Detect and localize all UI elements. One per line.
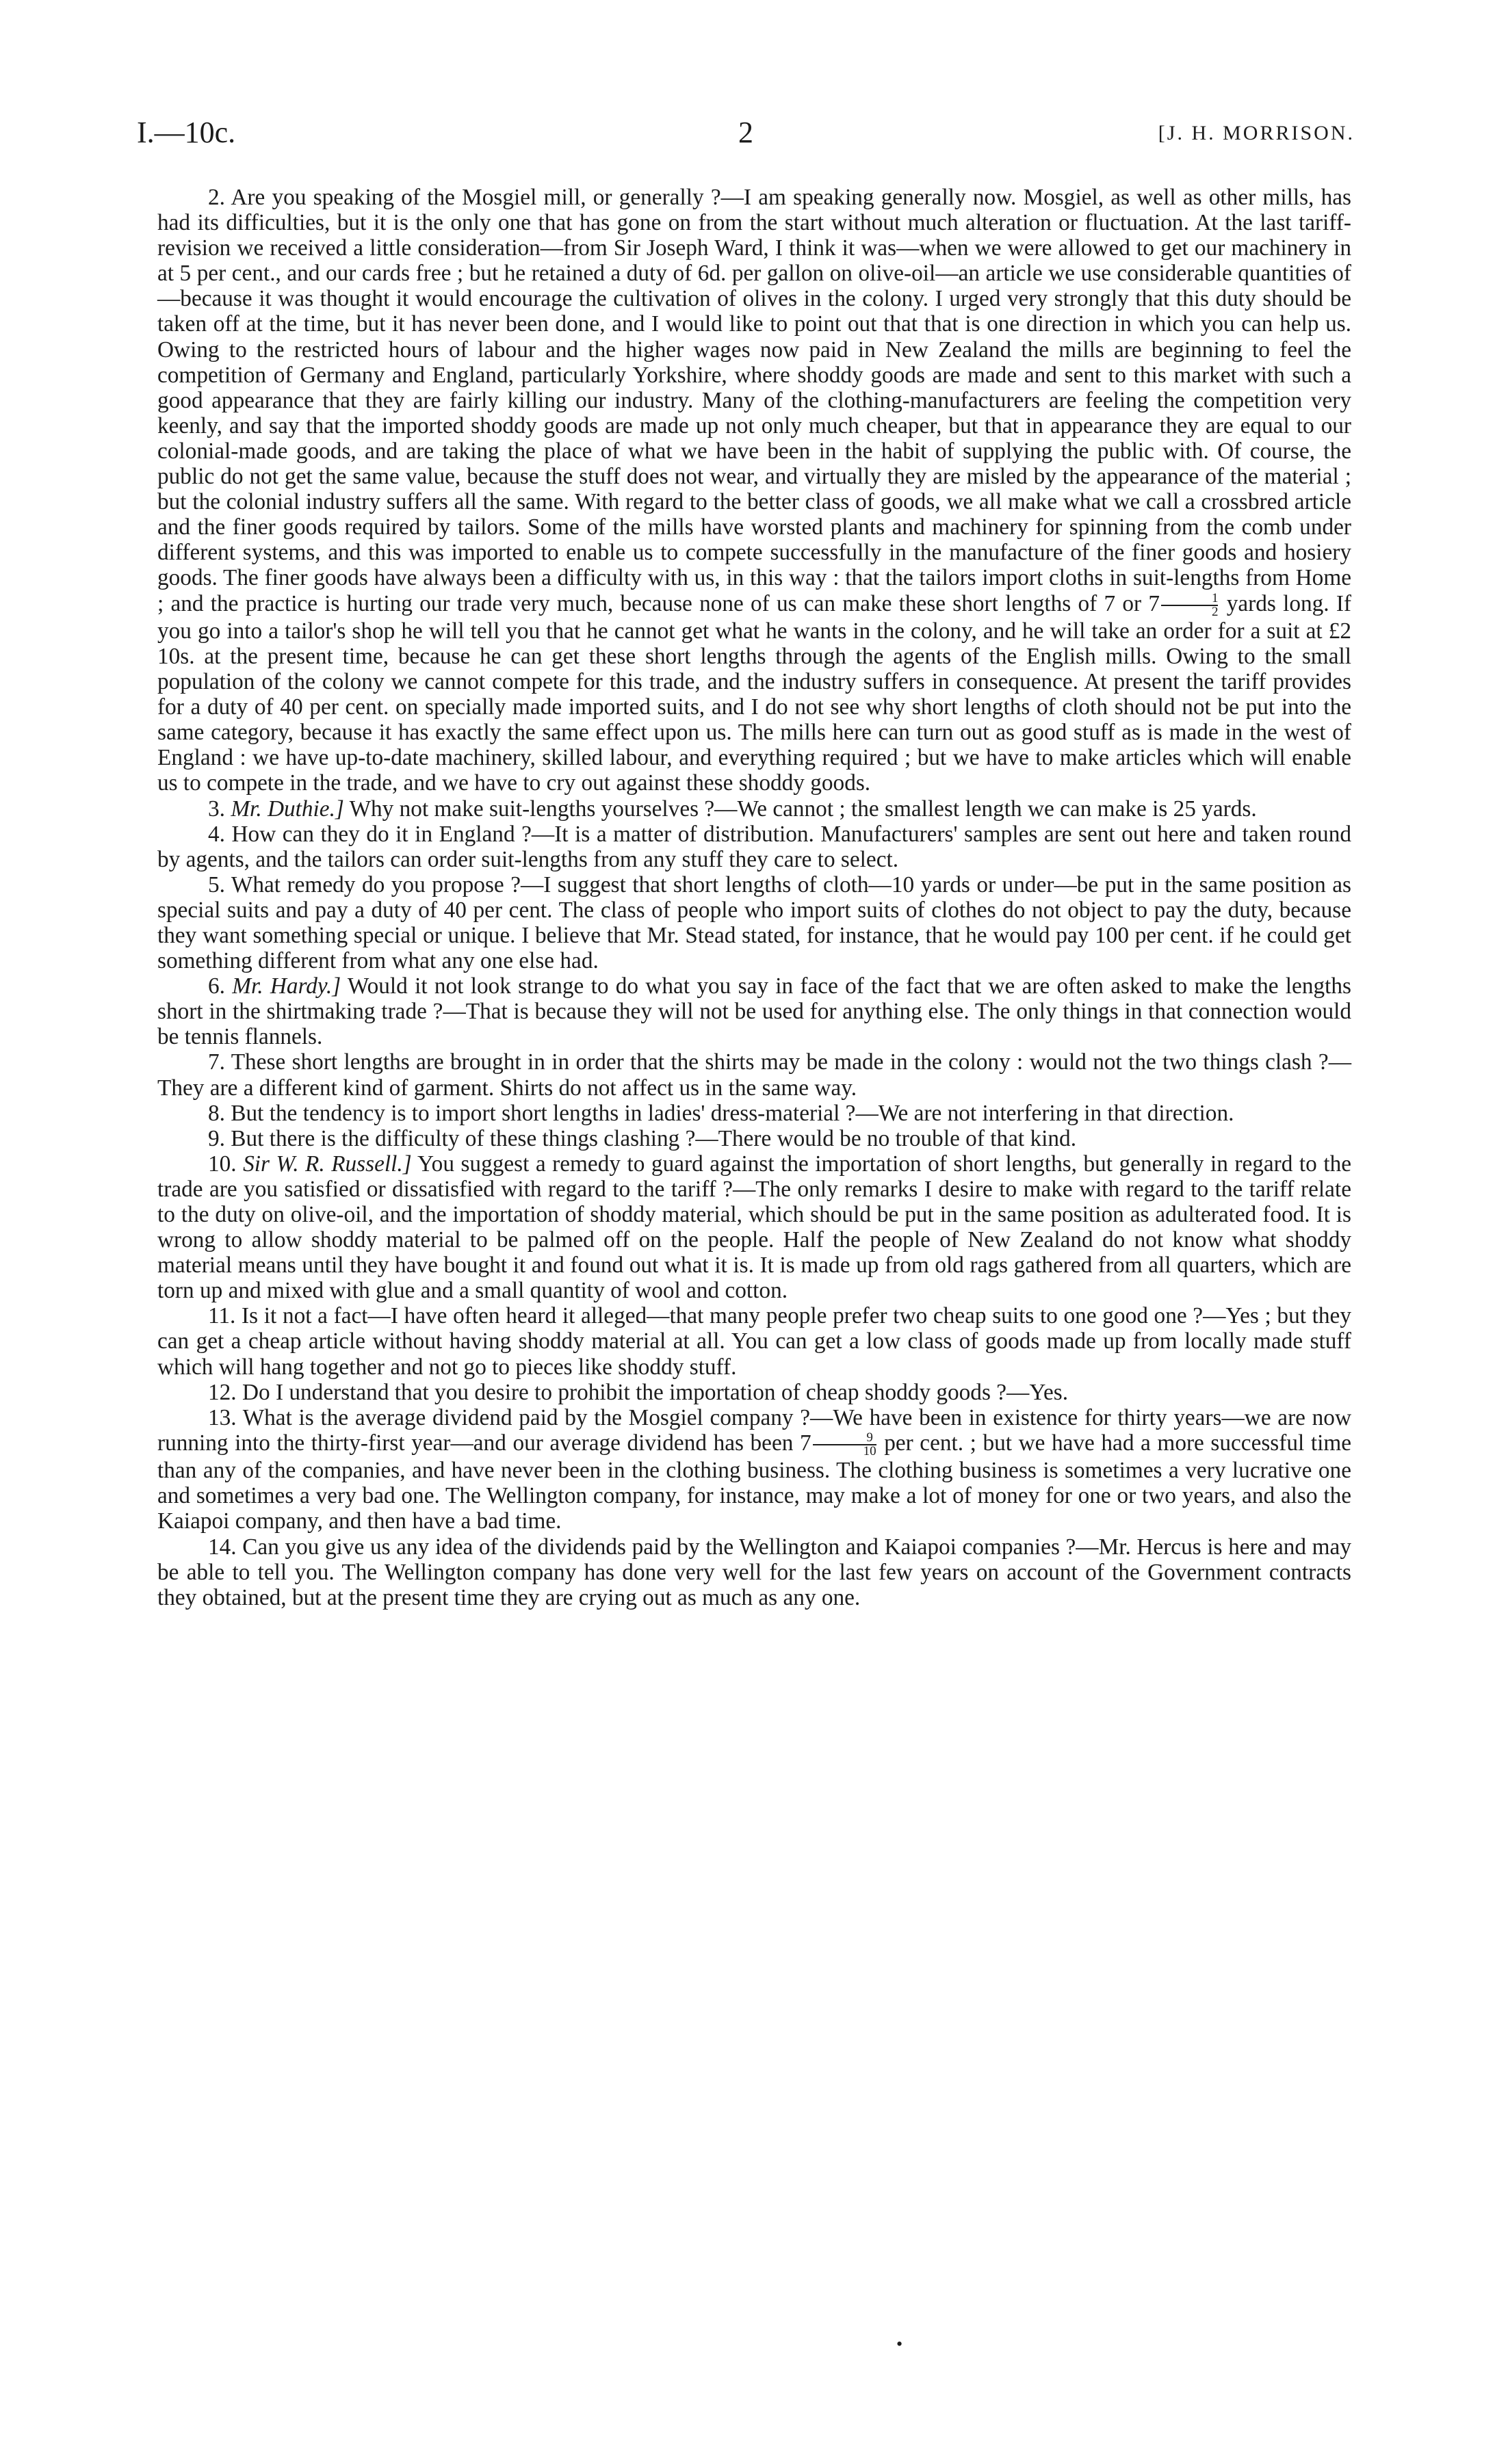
speaker-name: Mr. Duthie.] <box>231 796 344 822</box>
page-header <box>137 115 1355 156</box>
witness-name: [J. H. MORRISON. <box>1158 122 1355 144</box>
paragraph-6: 6. Mr. Hardy.] Would it not look strange to do what you say in face of the fact that we are often asked to make the lengths short in the shirtmaking trade ?—That is because they will not be used for anything else. The only things in that connection would be tennis flannels. <box>157 973 1351 1050</box>
paragraph-3: 3. Mr. Duthie.] Why not make suit-lengths yourselves ?—We cannot ; the smallest length we can make is 25 yards. <box>208 796 1257 822</box>
paragraph-11: 11. Is it not a fact—I have often heard it alleged—that many people prefer two cheap suits to one good one ?—Yes ; but they can get a cheap article without having shoddy material at all. You can get a low class of goods made up from locally made stuff which will hang together and not go to pieces like shoddy stuff. <box>157 1303 1351 1380</box>
document-body <box>157 185 1351 1610</box>
page-number: 2 <box>738 116 753 149</box>
paragraph-8: 8. But the tendency is to import short lengths in ladies' dress-material ?—We are not interfering in that direction. <box>208 1100 1234 1126</box>
paragraph-10: 10. Sir W. R. Russell.] You suggest a remedy to guard against the importation of short lengths, but generally in regard to the trade are you satisfied or dissatisfied with regard to the tariff ?—The only remarks I desire to make with regard to the tariff relate to the duty on olive-oil, and the importation of shoddy material, which should be put in the same position as adulterated food. It is wrong to allow shoddy material to be palmed off on the people. Half the people of New Zealand do not know what shoddy material means until they have bought it and found out what it is. It is made up from old rags gathered from all quarters, which are torn up and mixed with glue and a small quantity of wool and cotton. <box>157 1151 1351 1304</box>
fraction-seven-and-nine-tenths: 7 $\frac{9}{10}$ <box>799 1430 876 1459</box>
paragraph-7: 7. These short lengths are brought in in order that the shirts may be made in the colony : would not the two things clash ?—They are a different kind of garment. Shirts do not affect us in the same way. <box>157 1049 1351 1101</box>
paragraph-2: 2. Are you speaking of the Mosgiel mill, or generally ?—I am speaking generally now. Mosgiel, as well as other mills, has had its difficulties, but it is the only one that has gone on from the start without much alteration or fluctuation. At the last tariff-revision we received a little consideration—from Sir Joseph Ward, I think it was—when we were allowed to get our machinery in at 5 per cent., and our cards free ; but he retained a duty of 6d. per gallon on olive-oil—an article we use considerable quantities of—because it was thought it would encourage the cultivation of olives in the colony. I urged very strongly that this duty should be taken off at the time, but it has never been done, and I would like to point out that that is one direction in which you can help us. Owing to the restricted hours of labour and the higher wages now paid in New Zealand the mills are beginning to feel the competition of Germany and England, particularly Yorkshire, where shoddy goods are made and sent to this market with such a good appearance that they are fairly killing our industry. Many of the clothing-manufacturers are feeling the competition very keenly, and say that the imported shoddy goods are made up not only much cheaper, but that in appearance they are equal to our colonial-made goods, and are taking the place of what we have been in the habit of supplying the public with. Of course, the public do not get the same value, because the stuff does not wear, and virtually they are misled by the appearance of the material ; but the colonial industry suffers all the same. With regard to the better class of goods, we all make what we call a crossbred article and the finer goods required by tailors. Some of the mills have worsted plants and machinery for spinning from the comb under different systems, and this was imported to enable us to compete successfully in the manufacture of the finer goods and hosiery goods. The finer goods have always been a difficulty with us, in this way : that the tailors import cloths in suit-lengths from Home ; and the practice is hurting our trade very much, because none of us can make these short lengths of 7 or 7 $\frac{1}{2}$ yards long. If you go into a tailor's shop he will tell you that he cannot get what he wants in the colony, and he will take an order for a suit at £2 10s. at the present time, because he can get these short lengths through the agents of the English mills. Owing to the small population of the colony we cannot compete for this trade, and the industry suffers in consequence. At present the tariff provides for a duty of 40 per cent. on specially made imported suits, and I do not see why short lengths of cloth should not be put into the same category, because it has exactly the same effect upon us. The mills here can turn out as good stuff as is made in the west of England : we have up-to-date machinery, skilled labour, and everything required ; but we have to make articles which will enable us to compete in the trade, and we have to cry out against these shoddy goods. <box>157 185 1352 796</box>
print-mark: • <box>896 2334 903 2354</box>
paragraph-5: 5. What remedy do you propose ?—I suggest that short lengths of cloth—10 yards or under—be put in the same position as special suits and pay a duty of 40 per cent. The class of people who import suits of clothes do not object to pay the duty, because they want something special or unique. I believe that Mr. Stead stated, for instance, that he would pay 100 per cent. if he could get something different from what any one else had. <box>157 871 1351 974</box>
paragraph-9: 9. But there is the difficulty of these things clashing ?—There would be no trouble of that kind. <box>208 1125 1077 1151</box>
speaker-name: Mr. Hardy.] <box>232 973 341 999</box>
fraction-seven-and-a-half: 7 $\frac{1}{2}$ <box>1148 590 1219 619</box>
paragraph-12: 12. Do I understand that you desire to prohibit the importation of cheap shoddy goods ?—Yes. <box>208 1379 1069 1405</box>
paragraph-4: 4. How can they do it in England ?—It is a matter of distribution. Manufacturers' samples are sent out here and taken round by agents, and the tailors can order suit-lengths from any stuff they care to select. <box>157 821 1351 872</box>
document-reference: I.—10c. <box>137 116 236 149</box>
paragraph-13: 13. What is the average dividend paid by the Mosgiel company ?—We have been in existence for thirty years—we are now running into the thirty-first year—and our average dividend has been 7 $\frac{9}{10}$ per cent. ; but we have had a more successful time than any of the companies, and have never been in the clothing business. The clothing business is sometimes a very lucrative one and sometimes a very bad one. The Wellington company, for instance, may make a lot of money for one or two years, and also the Kaiapoi company, and then have a bad time. <box>157 1404 1351 1534</box>
paragraph-14: 14. Can you give us any idea of the dividends paid by the Wellington and Kaiapoi companies ?—Mr. Hercus is here and may be able to tell you. The Wellington company has done very well for the last few years on account of the Government contracts they obtained, but at the present time they are crying out as much as any one. <box>157 1534 1351 1610</box>
speaker-name: Sir W. R. Russell.] <box>243 1151 412 1177</box>
